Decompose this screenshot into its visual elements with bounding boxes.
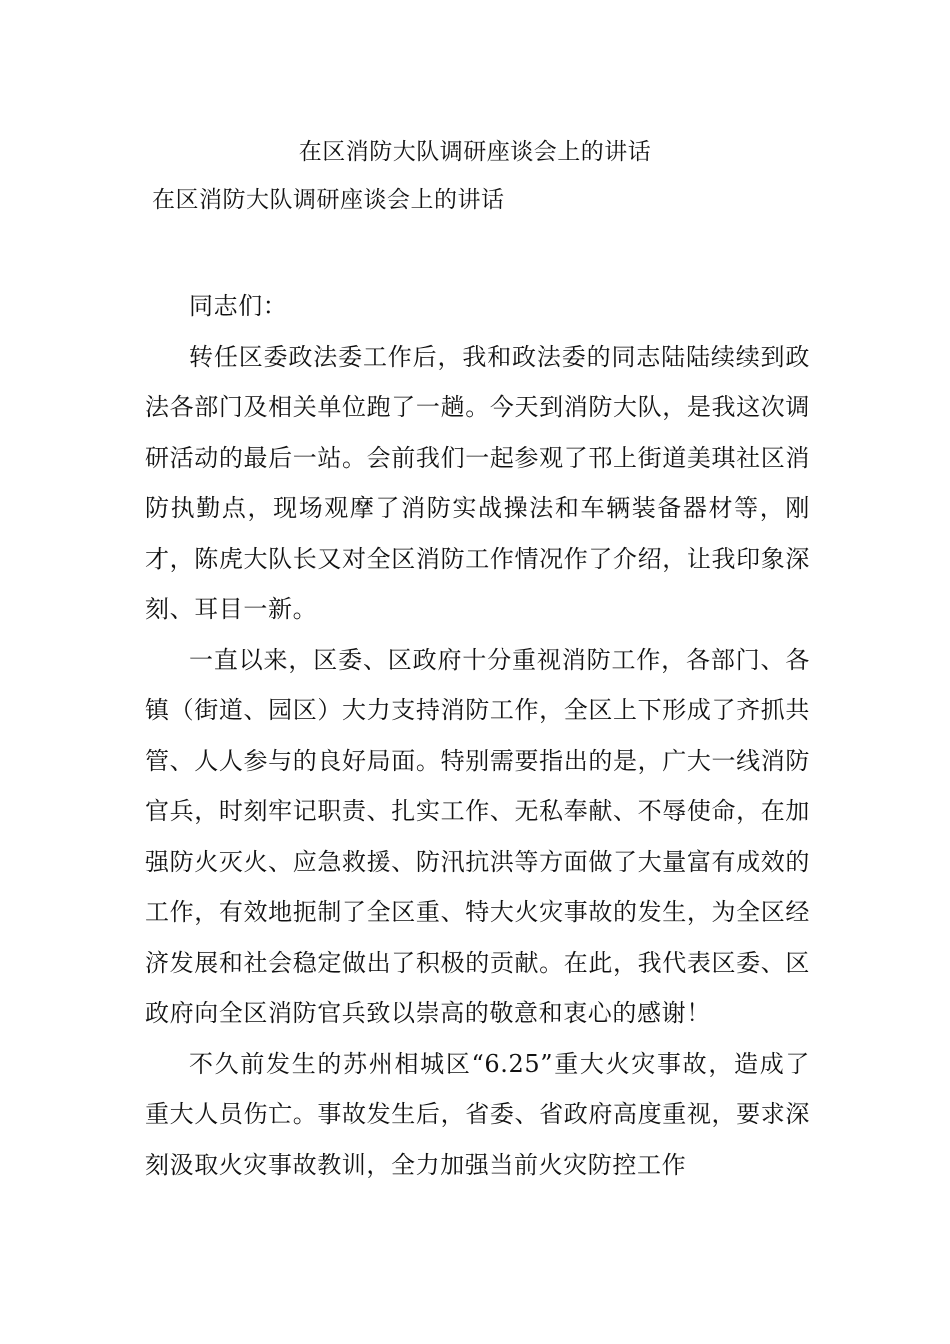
body-paragraph: 转任区委政法委工作后，我和政法委的同志陆陆续续到政法各部门及相关单位跑了一趟。今天到消防大队，是我这次调研活动的最后一站。会前我们一起参观了邗上街道美琪社区消防执勤点，现场观摩了消防实战操法和车辆装备器材等，刚才，陈虎大队长又对全区消防工作情况作了介绍，让我印象深刻、耳目一新。 [145,342,810,623]
body-paragraph: 不久前发生的苏州相城区“6.25”重大火灾事故，造成了重大人员伤亡。事故发生后，省委、省政府高度重视，要求深刻汲取火灾事故教训，全力加强当前火灾防控工作 [145,1049,810,1179]
body-paragraph: 一直以来，区委、区政府十分重视消防工作，各部门、各镇（街道、园区）大力支持消防工作，全区上下形成了齐抓共管、人人参与的良好局面。特别需要指出的是，广大一线消防官兵，时刻牢记职责、扎实工作、无私奉献、不辱使命，在加强防火灭火、应急救援、防汛抗洪等方面做了大量富有成效的工作，有效地扼制了全区重、特大火灾事故的发生，为全区经济发展和社会稳定做出了积极的贡献。在此，我代表区委、区政府向全区消防官兵致以崇高的敬意和衷心的感谢！ [145,645,810,1027]
salutation-paragraph: 同志们： [189,292,288,320]
document-body [145,281,810,1190]
document-subtitle: 在区消防大队调研座谈会上的讲话 [152,187,505,213]
document-title: 在区消防大队调研座谈会上的讲话 [298,139,652,165]
